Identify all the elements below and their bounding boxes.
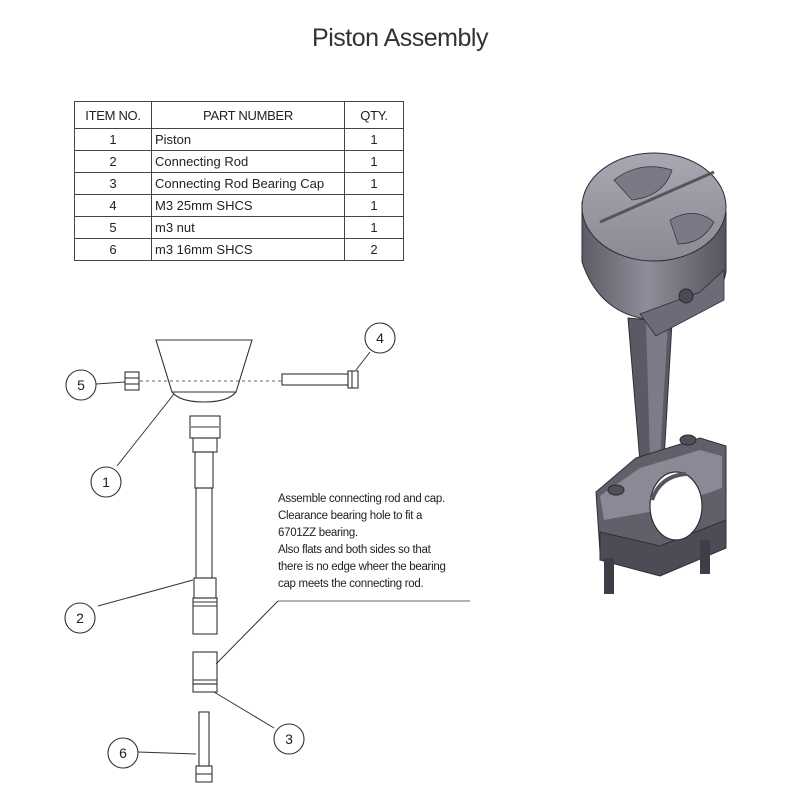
- leader-line-3: [214, 692, 274, 728]
- note-line: Clearance bearing hole to fit a: [278, 510, 423, 522]
- balloon-1: [91, 467, 121, 497]
- balloon-label: 6: [119, 745, 127, 761]
- balloon-5: [66, 370, 96, 400]
- m3-nut-part: [125, 372, 139, 390]
- item-no-cell: 4: [75, 195, 152, 217]
- note-line: Also flats and both sides so that: [278, 544, 431, 556]
- leader-line-1: [117, 394, 174, 466]
- part-number-cell: m3 16mm SHCS: [152, 239, 345, 261]
- qty-cell: 1: [345, 173, 404, 195]
- item-no-cell: 3: [75, 173, 152, 195]
- leader-line-6: [138, 752, 196, 754]
- balloon-label: 2: [76, 610, 84, 626]
- balloon-4: [365, 323, 395, 353]
- part-number-cell: Piston: [152, 129, 345, 151]
- qty-cell: 1: [345, 195, 404, 217]
- leader-line-4: [356, 352, 370, 370]
- assembly-note: [278, 491, 488, 593]
- item-no-cell: 1: [75, 129, 152, 151]
- piston-part: [156, 340, 252, 402]
- qty-cell: 1: [345, 217, 404, 239]
- piston-assembly-3d-render: [582, 153, 726, 594]
- header-part-number: PART NUMBER: [152, 102, 345, 129]
- leader-line-5: [96, 382, 125, 384]
- note-line: Assemble connecting rod and cap.: [278, 493, 445, 505]
- leader-line-note: [216, 601, 278, 664]
- header-item-no: ITEM NO.: [75, 102, 152, 129]
- part-number-cell: M3 25mm SHCS: [152, 195, 345, 217]
- balloon-label: 4: [376, 330, 384, 346]
- bearing-cap-part: [193, 652, 217, 692]
- item-no-cell: 6: [75, 239, 152, 261]
- balloon-6: [108, 738, 138, 768]
- drawing-title: Piston Assembly: [312, 24, 488, 52]
- part-number-cell: Connecting Rod: [152, 151, 345, 173]
- balloon-label: 1: [102, 474, 110, 490]
- item-no-cell: 5: [75, 217, 152, 239]
- qty-cell: 1: [345, 129, 404, 151]
- item-no-cell: 2: [75, 151, 152, 173]
- balloon-label: 5: [77, 377, 85, 393]
- connecting-rod-part: [190, 416, 220, 634]
- part-number-cell: Connecting Rod Bearing Cap: [152, 173, 345, 195]
- qty-cell: 1: [345, 151, 404, 173]
- note-line: there is no edge wheer the bearing: [278, 561, 446, 573]
- note-line: 6701ZZ bearing.: [278, 527, 358, 539]
- note-line: cap meets the connecting rod.: [278, 578, 424, 590]
- qty-cell: 2: [345, 239, 404, 261]
- header-qty: QTY.: [345, 102, 404, 129]
- m3-25mm-screw-part: [282, 371, 358, 388]
- part-number-cell: m3 nut: [152, 217, 345, 239]
- m3-16mm-screw-part: [196, 712, 212, 782]
- balloon-3: [274, 724, 304, 754]
- balloon-2: [65, 603, 95, 633]
- leader-line-2: [98, 580, 193, 606]
- balloon-label: 3: [285, 731, 293, 747]
